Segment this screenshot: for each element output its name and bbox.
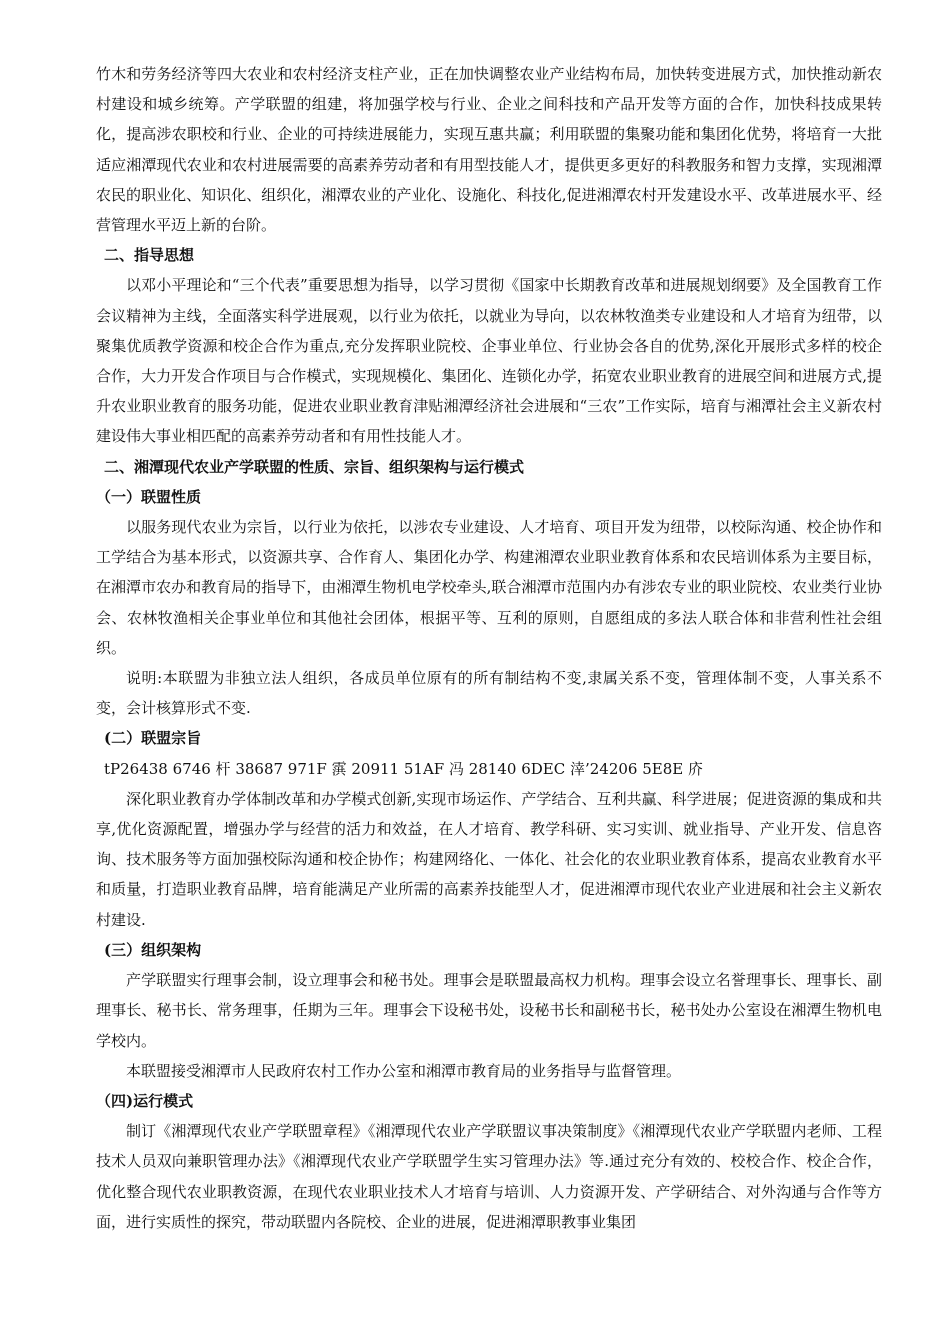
alliance-note-paragraph: 说明:本联盟为非独立法人组织，各成员单位原有的所有制结构不变,隶属关系不变，管理体制不变，人事关系不变，会计核算形式不变.: [96, 669, 882, 718]
subheading-organization: (三）组织架构: [104, 940, 202, 959]
operation-mode-paragraph: 制订《湘潭现代农业产学联盟章程》《湘潭现代农业产学联盟议事决策制度》《湘潭现代农业产学联盟内老师、工程技术人员双向兼职管理办法》《湘潭现代农业产学联盟学生实习管理办法》等.通过充分有效的、校校合作、校企合作，优化整合现代农业职教资源，在现代农业职业技术人才培育与培训、人力资源开发、产学研结合、对外沟通与合作等方面，进行实质性的探究，带动联盟内各院校、企业的进展，促进湘潭职教事业集团: [96, 1122, 882, 1231]
alliance-nature-paragraph: 以服务现代农业为宗旨，以行业为依托，以涉农专业建设、人才培育、项目开发为纽带，以校际沟通、校企协作和工学结合为基本形式，以资源共享、合作育人、集团化办学、构建湘潭农业职业教育体系和农民培训体系为主要目标，在湘潭市农办和教育局的指导下，由湘潭生物机电学校牵头,联合湘潭市范围内办有涉农专业的职业院校、农业类行业协会、农林牧渔相关企事业单位和其他社会团体，根据平等、互利的原则，自愿组成的多法人联合体和非营利性社会组织。: [96, 518, 882, 657]
subheading-operation-mode: （四)运行模式: [96, 1091, 194, 1110]
subheading-alliance-nature: （一）联盟性质: [96, 487, 202, 506]
organization-paragraph: 产学联盟实行理事会制，设立理事会和秘书处。理事会是联盟最高权力机构。理事会设立名誉理事长、理事长、副理事长、秘书长、常务理事，任期为三年。理事会下设秘书处，设秘书长和副秘书长，秘书处办公室设在湘潭生物机电学校内。: [96, 971, 882, 1050]
subheading-alliance-purpose: (二）联盟宗旨: [104, 729, 202, 748]
section-heading-alliance: 二、湘潭现代农业产学联盟的性质、宗旨、组织架构与运行模式: [104, 457, 525, 476]
section-heading-guiding-thought: 二、指导思想: [104, 246, 195, 265]
code-line: tP26438 6746 杆 38687 971F 霟 20911 51AF 冯 28140 6DEC 涬’24206 5E8E 庎: [104, 759, 703, 778]
guiding-thought-paragraph: 以邓小平理论和“三个代表”重要思想为指导，以学习贯彻《国家中长期教育改革和进展规划纲要》及全国教育工作会议精神为主线，全面落实科学进展观，以行业为依托，以就业为导向，以农林牧渔类专业建设和人才培育为纽带，以聚集优质教学资源和校企合作为重点,充分发挥职业院校、企事业单位、行业协会各自的优势,深化开展形式多样的校企合作，大力开发合作项目与合作模式，实现规模化、集团化、连锁化办学，拓宽农业职业教育的进展空间和进展方式,提升农业职业教育的服务功能，促进农业职业教育津贴湘潭经济社会进展和“三农”工作实际，培育与湘潭社会主义新农村建设伟大事业相匹配的高素养劳动者和有用性技能人才。: [96, 276, 882, 446]
intro-paragraph: 竹木和劳务经济等四大农业和农村经济支柱产业，正在加快调整农业产业结构布局，加快转变进展方式，加快推动新农村建设和城乡统筹。产学联盟的组建，将加强学校与行业、企业之间科技和产品开发等方面的合作，加快科技成果转化，提高涉农职校和行业、企业的可持续进展能力，实现互惠共赢；利用联盟的集聚功能和集团化优势，将培育一大批适应湘潭现代农业和农村进展需要的高素养劳动者和有用型技能人才，提供更多更好的科教服务和智力支撑，实现湘潭农民的职业化、知识化、组织化，湘潭农业的产业化、设施化、科技化,促进湘潭农村开发建设水平、改革进展水平、经营管理水平迈上新的台阶。: [96, 65, 882, 235]
supervision-paragraph: 本联盟接受湘潭市人民政府农村工作办公室和湘潭市教育局的业务指导与监督管理。: [126, 1061, 682, 1080]
document-page: [96, 59, 882, 1237]
alliance-purpose-paragraph: 深化职业教育办学体制改革和办学模式创新,实现市场运作、产学结合、互利共赢、科学进展；促进资源的集成和共享,优化资源配置，增强办学与经营的活力和效益，在人才培育、教学科研、实习实训、就业指导、产业开发、信息咨询、技术服务等方面加强校际沟通和校企协作；构建网络化、一体化、社会化的农业职业教育体系，提高农业教育水平和质量，打造职业教育品牌，培育能满足产业所需的高素养技能型人才，促进湘潭市现代农业产业进展和社会主义新农村建设.: [96, 789, 882, 929]
